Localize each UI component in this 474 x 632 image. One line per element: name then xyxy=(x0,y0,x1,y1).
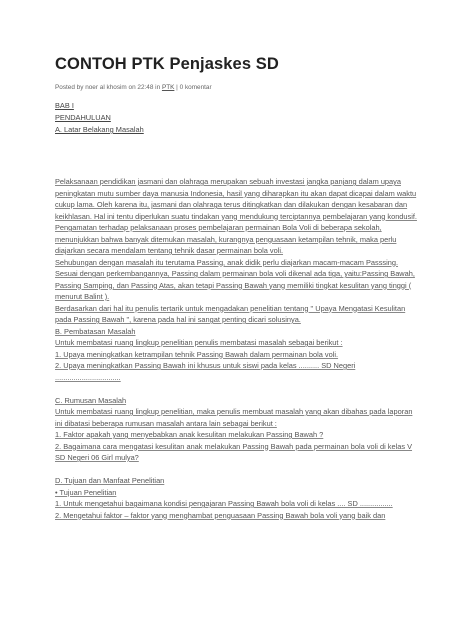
heading-bab: BAB I xyxy=(55,101,74,110)
paragraph: Untuk membatasi ruang lingkup penelitian penulis membatasi masalah sebagai berikut : xyxy=(55,338,343,347)
meta-separator: | xyxy=(176,84,178,91)
section-heading: B. Pembatasan Masalah xyxy=(55,326,136,336)
list-item: 2. Upaya meningkatkan Passing Bawah ini khusus untuk siswi pada kelas .......... SD Negeri ................................ xyxy=(55,361,356,382)
list-item: 1. Untuk mengetahui bagaimana kondisi pengajaran Passing Bawah bola voli di kelas .... SD ................ xyxy=(55,499,393,508)
section-heading: D. Tujuan dan Manfaat Penelitian xyxy=(55,476,165,485)
paragraph: Berdasarkan dari hal itu penulis tertarik untuk mengadakan penelitian tentang " Upaya Mengatasi Kesulitan pada Passing Bawah ", karena pada hal ini sangat penting dicari solusinya. xyxy=(55,303,406,324)
post-meta xyxy=(55,84,212,91)
blank-line xyxy=(55,464,417,476)
paragraph: Pelaksanaan pendidikan jasmani dan olahraga merupakan sebuah investasi jangka panjang dalam upaya peningkatan mutu sumber daya manusia Indonesia, hasil yang diharapkan itu akan dapat dicapai dalam waktu cukup lama. Oleh karena itu, jasmani dan olahraga terus ditingkatkan dan dilakukan dengan kesabaran dan keikhlasan. Hal ini tentu diperlukan suatu tindakan yang mendukung terciptannya pembelajaran yang kondusif. xyxy=(55,177,417,221)
paragraph: Sehubungan dengan masalah itu terutama Passing, anak didik perlu diajarkan macam-macam Passsing. Sesuai dengan perkembangannya, Passing dalam permainan bola voli dikenal ada tiga, yaitu:Passing Bawah, Passing Samping, dan Passing Atas, akan tetapi Passing Bawah yang memiliki tingkat kesulitan yang tinggi ( menurut Balint ). xyxy=(55,257,415,301)
sub-heading: • Tujuan Penelitian xyxy=(55,487,117,497)
comment-count[interactable]: 0 komentar xyxy=(179,84,212,91)
article-body xyxy=(55,176,417,521)
blank-line xyxy=(55,383,417,395)
list-item: 1. Faktor apakah yang menyebabkan anak kesulitan melakukan Passing Bawah ? xyxy=(55,430,324,439)
list-item: 2. Bagaimana cara mengatasi kesulitan anak melakukan Passing Bawah pada permainan bola voli di kelas V SD Negeri 06 Girl mulya? xyxy=(55,441,413,462)
post-author-date: Posted by noer al khosim on 22:48 in xyxy=(55,84,161,91)
paragraph: Untuk membatasi ruang lingkup penelitian, maka penulis membuat masalah yang akan dibahas pada laporan ini dibatasi beberapa rumusan masalah antara lain sebagai berikut : xyxy=(55,407,413,428)
post-title: CONTOH PTK Penjaskes SD xyxy=(55,55,279,73)
heading-latar-belakang: A. Latar Belakang Masalah xyxy=(55,125,144,134)
paragraph: Pengamatan terhadap pelaksanaan proses pembelajaran permainan Bola Voli di beberapa sekolah, menunjukkan bahwa banyak ditemukan masalah, kurangnya penguasaan ketampilan tehnik, maka perlu diajarkan secara mendalam tentang tehnik dasar permainan bola voli. xyxy=(55,223,397,255)
list-item: 1. Upaya meningkatkan ketrampilan tehnik Passing Bawah dalam permainan bola voli. xyxy=(55,349,339,359)
heading-pendahuluan: PENDAHULUAN xyxy=(55,113,111,122)
category-link[interactable]: PTK xyxy=(161,84,175,91)
list-item: 2. Mengetahui faktor – faktor yang menghambat penguasaan Passing Bawah bola voli yang baik dan xyxy=(55,510,386,520)
section-heading: C. Rumusan Masalah xyxy=(55,395,127,405)
